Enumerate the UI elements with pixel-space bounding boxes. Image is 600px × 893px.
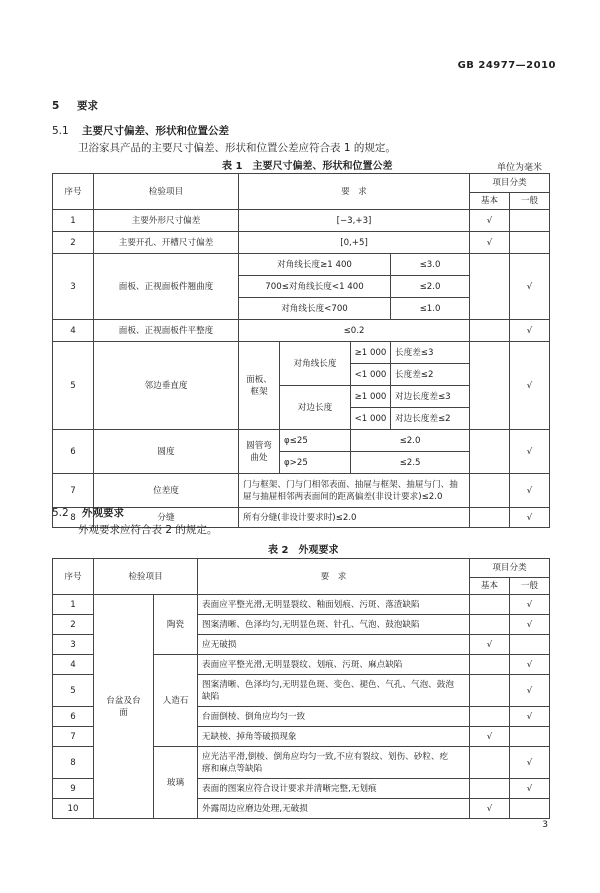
row-part: 面板、框架 — [239, 342, 280, 430]
header-no: 序号 — [53, 559, 94, 595]
table2-caption: 表 2 外观要求 — [268, 545, 339, 556]
sub-condition: <1 000 — [351, 408, 391, 430]
row-basic — [470, 254, 510, 320]
table-row — [53, 210, 550, 232]
requirement-line: 缺陷 — [202, 691, 220, 702]
row-requirement: 图案清晰、色泽均匀,无明显色斑、针孔、气泡、鼓泡缺陷 — [198, 615, 470, 635]
row-part: 圆管弯曲处 — [239, 430, 280, 474]
sub-condition: ≥1 000 — [351, 342, 391, 364]
row-general — [510, 799, 550, 819]
header-basic: 基本 — [470, 193, 510, 210]
row-item: 主要外形尺寸偏差 — [94, 210, 239, 232]
table-row — [53, 595, 550, 615]
row-no: 5 — [53, 675, 94, 707]
row-general: √ — [510, 675, 550, 707]
row-basic — [470, 675, 510, 707]
section-5-heading — [52, 98, 98, 113]
header-requirement: 要 求 — [239, 174, 470, 210]
row-requirement — [239, 474, 470, 508]
row-basic: √ — [470, 799, 510, 819]
row-requirement: [0,+5] — [239, 232, 470, 254]
row-requirement: 表面应平整光滑,无明显裂纹、釉面划痕、污斑、落渣缺陷 — [198, 595, 470, 615]
row-no: 2 — [53, 615, 94, 635]
row-no: 10 — [53, 799, 94, 819]
requirement-line: 屉与抽屉相邻两表面间的距离偏差(非设计要求)≤2.0 — [243, 491, 443, 502]
material-label: 陶瓷 — [154, 595, 198, 655]
row-no: 6 — [53, 707, 94, 727]
table1 — [52, 173, 550, 528]
row-item: 分缝 — [94, 508, 239, 528]
row-general — [510, 232, 550, 254]
row-no: 4 — [53, 655, 94, 675]
row-basic — [470, 430, 510, 474]
sub-value: 长度差≤2 — [391, 364, 470, 386]
section-number: 5.1 — [52, 125, 69, 137]
row-item: 邻边垂直度 — [94, 342, 239, 430]
section-number: 5.2 — [52, 507, 69, 519]
row-basic — [470, 655, 510, 675]
table2 — [52, 558, 550, 819]
sub-condition: φ>25 — [280, 452, 351, 474]
requirement-line: 瘩和麻点等缺陷 — [202, 763, 263, 774]
sub-value: ≤2.0 — [391, 276, 470, 298]
row-general: √ — [510, 254, 550, 320]
row-general — [510, 727, 550, 747]
row-item: 圆度 — [94, 430, 239, 474]
sub-value: 对边长度差≤2 — [391, 408, 470, 430]
sub-condition: φ≤25 — [280, 430, 351, 452]
requirement-line: 门与框架、门与门相邻表面、抽屉与框架、抽屉与门、抽 — [243, 479, 458, 490]
sub-value: ≤3.0 — [391, 254, 470, 276]
row-general: √ — [510, 508, 550, 528]
row-item: 主要开孔、开槽尺寸偏差 — [94, 232, 239, 254]
row-no: 4 — [53, 320, 94, 342]
row-general: √ — [510, 320, 550, 342]
sub-value: 对边长度差≤3 — [391, 386, 470, 408]
row-requirement: [−3,+3] — [239, 210, 470, 232]
sub-condition: 对角线长度<700 — [239, 298, 391, 320]
row-requirement: 所有分缝(非设计要求时)≤2.0 — [239, 508, 470, 528]
section-title: 主要尺寸偏差、形状和位置公差 — [82, 125, 230, 137]
row-item: 面板、正视面板件翘曲度 — [94, 254, 239, 320]
row-requirement: 表面的图案应符合设计要求并清晰完整,无划痕 — [198, 779, 470, 799]
row-no: 3 — [53, 254, 94, 320]
row-no: 7 — [53, 727, 94, 747]
row-basic — [470, 474, 510, 508]
requirement-line: 应光洁平滑,倒棱、倒角应均匀一致,不应有裂纹、划伤、砂粒、疙 — [202, 751, 449, 762]
section-5-1-heading — [52, 123, 229, 138]
header-no: 序号 — [53, 174, 94, 210]
row-no: 9 — [53, 779, 94, 799]
row-requirement: 应无破损 — [198, 635, 470, 655]
sub-condition: <1 000 — [351, 364, 391, 386]
row-no: 2 — [53, 232, 94, 254]
row-general: √ — [510, 707, 550, 727]
material-label: 玻璃 — [154, 747, 198, 819]
row-no: 5 — [53, 342, 94, 430]
row-general: √ — [510, 779, 550, 799]
document-number: GB 24977—2010 — [457, 60, 556, 71]
row-basic: √ — [470, 635, 510, 655]
header-category: 项目分类 — [470, 559, 550, 578]
sub-condition: 对角线长度≥1 400 — [239, 254, 391, 276]
row-item: 面板、正视面板件平整度 — [94, 320, 239, 342]
row-basic — [470, 707, 510, 727]
sub-condition: 700≤对角线长度<1 400 — [239, 276, 391, 298]
row-requirement: 表面应平整光滑,无明显裂纹、划痕、污斑、麻点缺陷 — [198, 655, 470, 675]
header-category: 项目分类 — [470, 174, 550, 193]
row-requirement: 无缺棱、掉角等破损现象 — [198, 727, 470, 747]
table-row — [53, 254, 550, 276]
group-label: 对角线长度 — [280, 342, 351, 386]
table-row — [53, 320, 550, 342]
row-requirement: 外露周边应磨边处理,无破损 — [198, 799, 470, 819]
row-requirement: 台面倒棱、倒角应均匀一致 — [198, 707, 470, 727]
row-basic — [470, 747, 510, 779]
section-title: 外观要求 — [82, 507, 125, 519]
group-label: 台盆及台面 — [94, 595, 154, 819]
row-no: 1 — [53, 595, 94, 615]
row-no: 3 — [53, 635, 94, 655]
table1-unit: 单位为毫米 — [497, 163, 543, 173]
sub-value: 长度差≤3 — [391, 342, 470, 364]
section-title: 要求 — [76, 100, 98, 112]
row-requirement: ≤0.2 — [239, 320, 470, 342]
section-number: 5 — [52, 100, 60, 112]
row-basic — [470, 779, 510, 799]
material-label: 人造石 — [154, 655, 198, 747]
row-item: 位差度 — [94, 474, 239, 508]
group-label: 对边长度 — [280, 386, 351, 430]
header-basic: 基本 — [470, 578, 510, 595]
header-general: 一般 — [510, 193, 550, 210]
row-general — [510, 635, 550, 655]
row-general: √ — [510, 595, 550, 615]
sub-condition: ≥1 000 — [351, 386, 391, 408]
table-row — [53, 232, 550, 254]
row-requirement — [198, 675, 470, 707]
row-no: 8 — [53, 508, 94, 528]
table-row — [53, 342, 550, 364]
row-basic — [470, 320, 510, 342]
row-general: √ — [510, 430, 550, 474]
row-basic: √ — [470, 727, 510, 747]
requirement-line: 图案清晰、色泽均匀,无明显色斑、变色、褪色、气孔、气泡、鼓泡 — [202, 679, 454, 690]
row-no: 1 — [53, 210, 94, 232]
row-general: √ — [510, 342, 550, 430]
row-no: 7 — [53, 474, 94, 508]
section-5-1-text: 卫浴家具产品的主要尺寸偏差、形状和位置公差应符合表 1 的规定。 — [78, 142, 396, 154]
row-basic — [470, 595, 510, 615]
row-basic — [470, 342, 510, 430]
header-general: 一般 — [510, 578, 550, 595]
row-general: √ — [510, 747, 550, 779]
row-basic: √ — [470, 232, 510, 254]
row-requirement — [198, 747, 470, 779]
row-basic — [470, 615, 510, 635]
row-general: √ — [510, 655, 550, 675]
table-row — [53, 430, 550, 452]
section-5-2-heading — [52, 505, 124, 520]
row-no: 6 — [53, 430, 94, 474]
row-general: √ — [510, 474, 550, 508]
header-requirement: 要 求 — [198, 559, 470, 595]
row-general — [510, 210, 550, 232]
row-basic — [470, 508, 510, 528]
section-5-2-text: 外观要求应符合表 2 的规定。 — [78, 524, 218, 536]
page-number: 3 — [542, 820, 548, 830]
sub-value: ≤1.0 — [391, 298, 470, 320]
sub-value: ≤2.5 — [351, 452, 470, 474]
row-no: 8 — [53, 747, 94, 779]
row-general: √ — [510, 615, 550, 635]
header-item: 检验项目 — [94, 174, 239, 210]
header-item: 检验项目 — [94, 559, 198, 595]
table1-caption: 表 1 主要尺寸偏差、形状和位置公差 — [222, 161, 393, 172]
sub-value: ≤2.0 — [351, 430, 470, 452]
table-row — [53, 474, 550, 508]
row-basic: √ — [470, 210, 510, 232]
